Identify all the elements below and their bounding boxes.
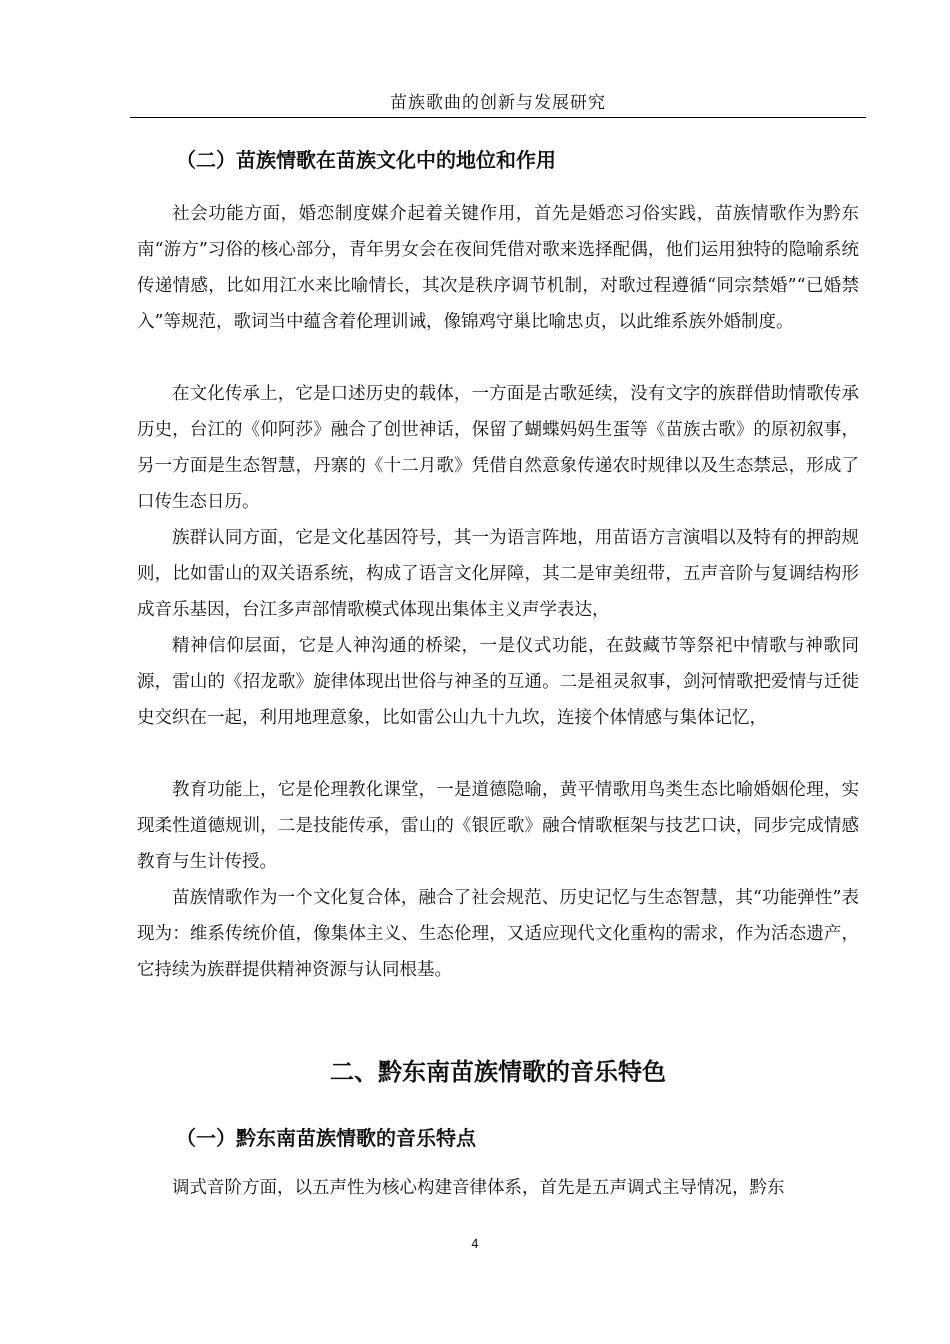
- paragraph-summary: 苗族情歌作为一个文化复合体，融合了社会规范、历史记忆与生态智慧，其“功能弹性”表现为：维系传统价值，像集体主义、生态伦理，又适应现代文化重构的需求，作为活态遗产，它持续为族群提供精神资源与认同根基。: [137, 888, 859, 980]
- paragraph-education-function: 教育功能上，它是伦理教化课堂，一是道德隐喻，黄平情歌用鸟类生态比喻婚姻伦理，实现柔性道德规训，二是技能传承，雷山的《银匠歌》融合情歌框架与技艺口诀，同步完成情感教育与生计传授。: [137, 780, 859, 872]
- page-number: 4: [471, 1237, 479, 1251]
- header-rule: [130, 117, 866, 118]
- running-header: 苗族歌曲的创新与发展研究: [390, 93, 606, 113]
- paragraph-social-function: 社会功能方面，婚恋制度媒介起着关键作用，首先是婚恋习俗实践，苗族情歌作为黔东南“游方”习俗的核心部分，青年男女会在夜间凭借对歌来选择配偶，他们运用独特的隐喻系统传递情感，比如用江水来比喻情长，其次是秩序调节机制，对歌过程遵循“同宗禁婚”“已婚禁入”等规范，歌词当中蕴含着伦理训诫，像锦鸡守巢比喻忠贞，以此维系族外婚制度。: [137, 204, 859, 332]
- paragraph-cultural-heritage: 在文化传承上，它是口述历史的载体，一方面是古歌延续，没有文字的族群借助情歌传承历史，台江的《仰阿莎》融合了创世神话，保留了蝴蝶妈妈生蛋等《苗族古歌》的原初叙事，另一方面是生态智慧，丹寨的《十二月歌》凭借自然意象传递农时规律以及生态禁忌，形成了口传生态日历。: [137, 384, 859, 512]
- chapter-heading-2: 二、黔东南苗族情歌的音乐特色: [330, 1058, 666, 1086]
- paragraph-ethnic-identity: 族群认同方面，它是文化基因符号，其一为语言阵地，用苗语方言演唱以及特有的押韵规则，比如雷山的双关语系统，构成了语言文化屏障，其二是审美纽带，五声音阶与复调结构形成音乐基因，台江多声部情歌模式体现出集体主义声学表达，: [137, 528, 859, 620]
- section-heading-2: （二）苗族情歌在苗族文化中的地位和作用: [176, 148, 556, 172]
- section-heading-2-1: （一）黔东南苗族情歌的音乐特点: [176, 1126, 476, 1150]
- paragraph-mode-scale: 调式音阶方面，以五声性为核心构建音律体系，首先是五声调式主导情况，黔东: [172, 1178, 785, 1198]
- paragraph-spiritual-belief: 精神信仰层面，它是人神沟通的桥梁，一是仪式功能，在鼓藏节等祭祀中情歌与神歌同源，雷山的《招龙歌》旋律体现出世俗与神圣的互通。二是祖灵叙事，剑河情歌把爱情与迁徙史交织在一起，利用地理意象，比如雷公山九十九坎，连接个体情感与集体记忆，: [137, 636, 859, 728]
